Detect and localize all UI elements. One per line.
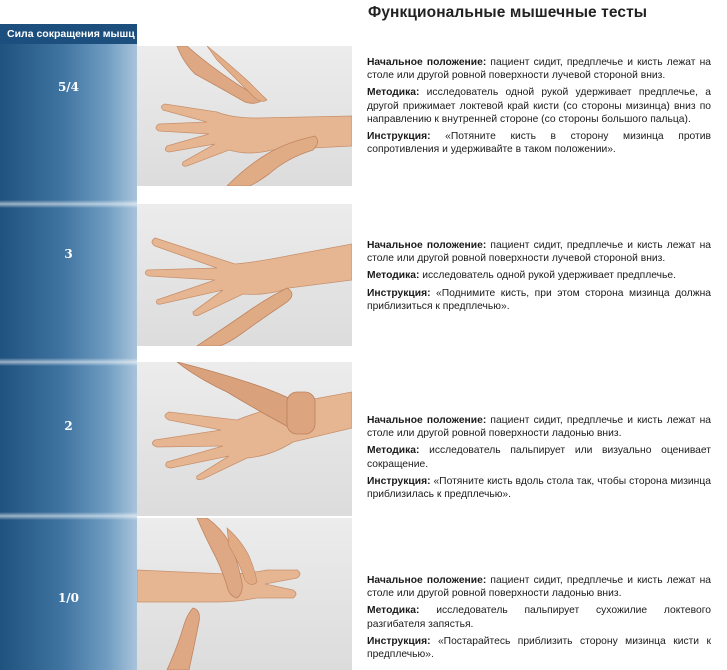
instruction-label: Инструкция:	[367, 635, 431, 647]
method-label: Методика:	[367, 445, 420, 457]
start-position-text: пациент сидит, предплечье и кисть лежат на столе или другой ровной поверхности лучевой стороной вниз.	[367, 57, 711, 82]
muscle-strength-sidebar	[0, 24, 137, 670]
instruction-text: «Потяните кисть в сторону мизинца против сопротивления и удерживайте в таком положении».	[367, 131, 711, 156]
grade-band	[0, 44, 137, 670]
start-position-text: пациент сидит, предплечье и кисть лежат на столе или другой ровной поверхности лучевой стороной вниз.	[367, 240, 711, 265]
instruction-label: Инструкция:	[367, 287, 431, 299]
method-text: исследователь одной рукой удерживает предплечье.	[419, 270, 676, 282]
test-photo-grade-1-0	[137, 518, 352, 670]
grade-label: 3	[64, 247, 73, 261]
test-photo-grade-5-4	[137, 46, 352, 186]
start-position-text: пациент сидит, предплечье и кисть лежат на столе или другой ровной поверхности ладонью вниз.	[367, 575, 711, 600]
start-position	[367, 239, 711, 265]
start-position-label: Начальное положение:	[367, 240, 487, 251]
instruction-label: Инструкция:	[367, 131, 431, 143]
instruction	[367, 287, 711, 313]
instruction	[367, 475, 711, 501]
band-divider	[0, 200, 137, 208]
instruction-text: «Постарайтесь приблизить сторону мизинца кисти к предплечью».	[367, 635, 711, 661]
method	[367, 269, 711, 282]
instruction-text: «Потяните кисть вдоль стола так, чтобы сторона мизинца приблизилась к предплечью».	[367, 475, 711, 501]
start-position	[367, 574, 711, 600]
method-label: Методика:	[367, 87, 420, 99]
method	[367, 86, 711, 126]
grade-label: 1/0	[57, 591, 80, 605]
test-photo-grade-2	[137, 362, 352, 516]
test-description-grade-2	[367, 414, 711, 505]
band-divider	[0, 512, 137, 520]
method-text: исследователь одной рукой удерживает предплечье, а другой прижимает локтевой край кисти (со стороны мизинца) вниз по направлению к внутренней стороне (со стороны большого пальца).	[367, 87, 711, 125]
grade-label: 2	[64, 419, 73, 433]
band-divider	[0, 358, 137, 366]
test-description-grade-1-0	[367, 574, 711, 665]
start-position-text: пациент сидит, предплечье и кисть лежат на столе или другой ровной поверхности ладонью вниз.	[367, 415, 711, 440]
sidebar-header: Сила сокращения мышц	[0, 24, 137, 44]
test-photo-grade-3	[137, 204, 352, 346]
instruction	[367, 130, 711, 156]
page-title: Функциональные мышечные тесты	[368, 4, 648, 21]
method-label: Методика:	[367, 605, 420, 617]
instruction-text: «Поднимите кисть, при этом сторона мизинца должна приблизиться к предплечью».	[367, 287, 711, 312]
instruction-label: Инструкция:	[367, 475, 431, 487]
test-description-grade-3	[367, 239, 711, 317]
method	[367, 444, 711, 470]
method-text: исследователь пальпирует сухожилие локтевого разгибателя запястья.	[367, 605, 711, 630]
start-position	[367, 414, 711, 440]
start-position-label: Начальное положение:	[367, 57, 487, 68]
start-position-label: Начальное положение:	[367, 415, 487, 426]
start-position-label: Начальное положение:	[367, 575, 487, 586]
method-text: исследователь пальпирует или визуально оценивает сокращение.	[367, 445, 711, 470]
start-position	[367, 56, 711, 82]
instruction	[367, 635, 711, 661]
grade-label: 5/4	[57, 80, 80, 94]
method-label: Методика:	[367, 270, 420, 282]
test-description-grade-5-4	[367, 56, 711, 160]
method	[367, 604, 711, 630]
